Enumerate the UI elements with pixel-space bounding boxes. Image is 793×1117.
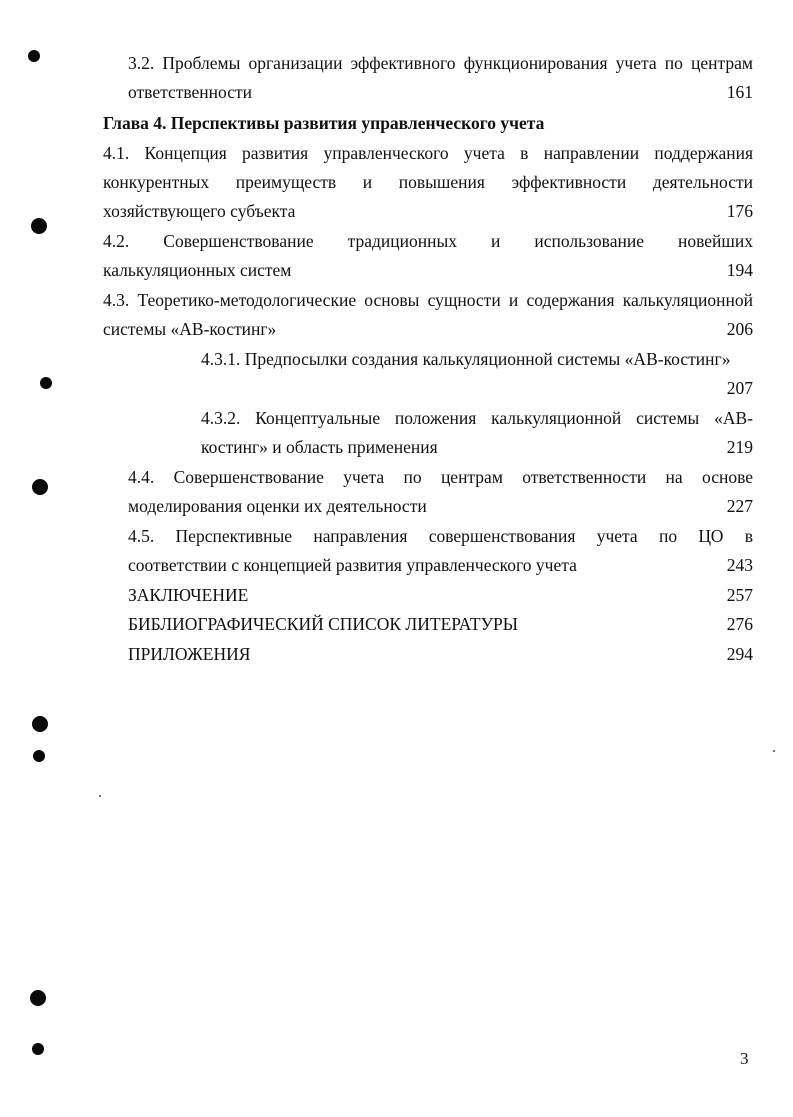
toc-entry-4-4-line1: 4.4. Совершенствование учета по центрам ответственности на основе [128,467,753,487]
toc-entry-4-1-line2: конкурентных преимуществ и повышения эффективности деятельности [103,172,753,192]
punch-hole-mark [30,990,46,1006]
toc-entry-4-3-2-line1: 4.3.2. Концептуальные положения калькуляционной системы «АВ- [201,408,753,428]
toc-page-number: 243 [726,555,753,575]
toc-entry-4-1[interactable] [103,197,753,226]
toc-entry-text: моделирования оценки их деятельности [128,496,427,516]
toc-page-number: 257 [726,585,753,605]
punch-hole-mark [32,1043,44,1055]
punch-hole-mark [33,750,45,762]
toc-entry-appendices[interactable] [128,640,753,669]
toc-entry-text: ЗАКЛЮЧЕНИЕ [128,585,249,605]
page-number: 3 [740,1049,749,1068]
toc-entry-4-3-2[interactable] [201,433,753,462]
toc-entry-text: соответствии с концепцией развития управленческого учета [128,555,577,575]
toc-entry-4-2-line1: 4.2. Совершенствование традиционных и использование новейших [103,231,753,251]
punch-hole-mark [32,479,48,495]
toc-entry-4-4[interactable] [128,492,753,521]
scan-speck [773,750,775,752]
toc-entry-text: хозяйствующего субъекта [103,201,296,221]
toc-entry-4-2[interactable] [103,256,753,285]
toc-page-number: 227 [726,496,753,516]
toc-entry-4-3-line1: 4.3. Теоретико-методологические основы сущности и содержания калькуляционной [103,290,753,310]
toc-page-number: 194 [726,260,753,280]
punch-hole-mark [28,50,40,62]
toc-entry-3-2-line1: 3.2. Проблемы организации эффективного функционирования учета по центрам [128,53,753,73]
punch-hole-mark [31,218,47,234]
scan-speck [99,795,101,797]
toc-entry-text: ответственности [128,82,252,102]
toc-entry-text: костинг» и область применения [201,437,438,457]
toc-entry-4-3-1-line1[interactable]: 4.3.1. Предпосылки создания калькуляционной системы «АВ-костинг» [201,349,731,369]
toc-entry-4-5-line1: 4.5. Перспективные направления совершенствования учета по ЦО в [128,526,753,546]
toc-entry-3-2[interactable] [128,78,753,107]
toc-page-number: 161 [726,82,753,102]
toc-entry-text: ПРИЛОЖЕНИЯ [128,644,251,664]
toc-page-number: 294 [726,644,753,664]
toc-entry-text: БИБЛИОГРАФИЧЕСКИЙ СПИСОК ЛИТЕРАТУРЫ [128,614,518,634]
toc-entry-conclusion[interactable] [128,581,753,610]
toc-page-number: 219 [726,437,753,457]
toc-page-number: 276 [726,614,753,634]
toc-page-number: 176 [726,201,753,221]
toc-entry-4-1-line1: 4.1. Концепция развития управленческого учета в направлении поддержания [103,143,753,163]
toc-entry-bibliography[interactable] [128,610,753,639]
toc-entry-4-3[interactable] [103,315,753,344]
toc-page-number: 206 [726,319,753,339]
toc-page-number: 207 [726,378,753,398]
punch-hole-mark [40,377,52,389]
toc-chapter-heading[interactable]: Глава 4. Перспективы развития управленческого учета [103,113,545,133]
toc-entry-text: калькуляционных систем [103,260,292,280]
toc-entry-4-5[interactable] [128,551,753,580]
punch-hole-mark [32,716,48,732]
toc-entry-text: системы «АВ-костинг» [103,319,277,339]
